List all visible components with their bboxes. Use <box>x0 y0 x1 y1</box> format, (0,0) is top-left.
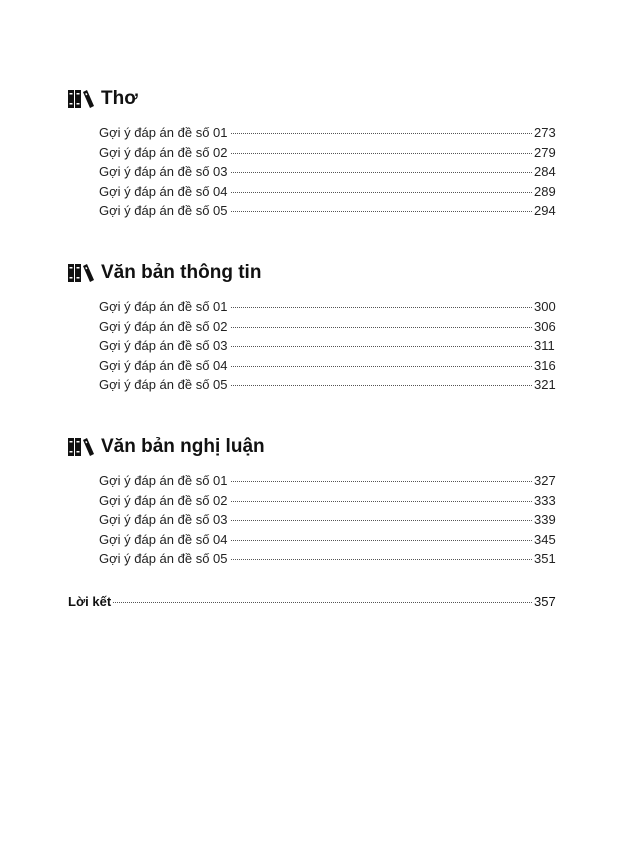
entry-label: Gợi ý đáp án đề số 05 <box>99 551 228 566</box>
section-title: Văn bản thông tin <box>101 262 262 283</box>
entry-label: Gợi ý đáp án đề số 03 <box>99 338 228 353</box>
section-title: Thơ <box>101 88 138 109</box>
epilogue-label: Lời kết <box>68 594 112 609</box>
entry-label: Gợi ý đáp án đề số 02 <box>99 144 228 160</box>
leader-dots <box>231 307 533 308</box>
entry-list <box>68 299 558 397</box>
toc-entry[interactable] <box>99 377 558 397</box>
toc-entry[interactable] <box>99 532 558 552</box>
leader-dots <box>231 385 533 386</box>
leader-dots <box>231 481 533 482</box>
entry-page-number: 306 <box>534 318 556 334</box>
entry-label: Gợi ý đáp án đề số 04 <box>99 357 228 373</box>
entry-page-number: 289 <box>534 183 556 199</box>
section-heading <box>68 435 558 459</box>
leader-dots <box>231 211 533 212</box>
toc-entry[interactable] <box>99 473 558 493</box>
epilogue-page-number: 357 <box>534 594 556 609</box>
section-title: Văn bản nghị luận <box>101 436 265 457</box>
toc-entry[interactable] <box>99 145 558 165</box>
entry-label: Gợi ý đáp án đề số 01 <box>99 473 228 488</box>
toc-entry[interactable] <box>99 125 558 145</box>
entry-label: Gợi ý đáp án đề số 04 <box>99 531 228 547</box>
entry-label: Gợi ý đáp án đề số 03 <box>99 512 228 527</box>
leader-dots <box>231 501 533 502</box>
entry-page-number: 279 <box>534 144 556 160</box>
toc-entry[interactable] <box>99 338 558 358</box>
entry-list <box>68 125 558 223</box>
entry-label: Gợi ý đáp án đề số 05 <box>99 377 228 392</box>
leader-dots <box>231 366 533 367</box>
toc-entry[interactable] <box>99 203 558 223</box>
toc-entry[interactable] <box>99 299 558 319</box>
toc-section-van-ban-nghi-luan <box>68 435 558 571</box>
toc-entry[interactable] <box>99 184 558 204</box>
leader-dots <box>231 346 533 347</box>
entry-page-number: 351 <box>534 551 556 566</box>
entry-page-number: 345 <box>534 531 556 547</box>
entry-label: Gợi ý đáp án đề số 01 <box>99 299 228 314</box>
entry-page-number: 333 <box>534 492 556 508</box>
toc-entry[interactable] <box>99 551 558 571</box>
entry-page-number: 273 <box>534 125 556 140</box>
leader-dots <box>231 172 533 173</box>
entry-label: Gợi ý đáp án đề số 04 <box>99 183 228 199</box>
entry-label: Gợi ý đáp án đề số 01 <box>99 125 228 140</box>
books-icon <box>68 89 95 109</box>
toc-entry-epilogue[interactable] <box>68 594 558 609</box>
toc-section-tho <box>68 87 558 223</box>
entry-page-number: 339 <box>534 512 556 527</box>
entry-page-number: 294 <box>534 203 556 218</box>
section-heading <box>68 261 558 285</box>
leader-dots <box>231 327 533 328</box>
leader-dots <box>231 192 533 193</box>
leader-dots <box>231 559 533 560</box>
toc-entry[interactable] <box>99 164 558 184</box>
leader-dots <box>231 520 533 521</box>
entry-label: Gợi ý đáp án đề số 02 <box>99 318 228 334</box>
leader-dots <box>231 133 533 134</box>
section-heading <box>68 87 558 111</box>
leader-dots <box>231 153 533 154</box>
leader-dots <box>113 602 532 603</box>
books-icon <box>68 437 95 457</box>
leader-dots <box>231 540 533 541</box>
toc-entry[interactable] <box>99 319 558 339</box>
entry-label: Gợi ý đáp án đề số 02 <box>99 492 228 508</box>
toc-entry[interactable] <box>99 493 558 513</box>
books-icon <box>68 263 95 283</box>
entry-page-number: 311 <box>534 338 555 353</box>
toc-section-van-ban-thong-tin <box>68 261 558 397</box>
entry-page-number: 316 <box>534 357 556 373</box>
toc-entry[interactable] <box>99 512 558 532</box>
entry-page-number: 300 <box>534 299 556 314</box>
entry-label: Gợi ý đáp án đề số 03 <box>99 164 228 179</box>
entry-page-number: 327 <box>534 473 556 488</box>
entry-label: Gợi ý đáp án đề số 05 <box>99 203 228 218</box>
entry-page-number: 321 <box>534 377 556 392</box>
toc-entry[interactable] <box>99 358 558 378</box>
entry-page-number: 284 <box>534 164 556 179</box>
entry-list <box>68 473 558 571</box>
